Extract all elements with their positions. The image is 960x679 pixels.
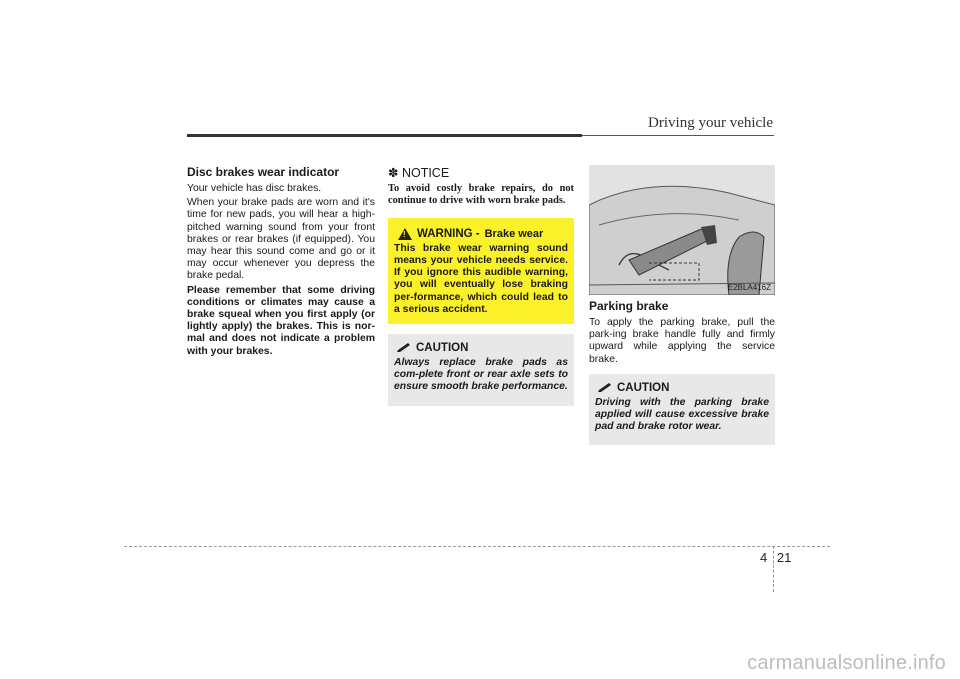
figure-code: E2BLA416Z <box>727 283 771 292</box>
parking-brake-body: To apply the parking brake, pull the park-ing brake handle fully and firmly upward while applying the service brake. <box>589 317 775 365</box>
parking-brake-illustration <box>589 165 775 295</box>
column-parking-brake <box>589 165 775 445</box>
disc-brakes-p3: Please remember that some driving conditions or climates may cause a brake squeal when you first apply (or lightly apply) the brakes. This is nor-mal and does not indicate a problem with your brakes. <box>187 284 375 357</box>
parking-brake-drawing <box>589 165 775 295</box>
caution-label: CAUTION <box>617 381 670 394</box>
page-number <box>760 550 791 565</box>
header-rule-thick <box>187 134 582 137</box>
page-number-value: 21 <box>776 550 792 565</box>
pencil-icon <box>597 383 613 393</box>
disc-brakes-p2: When your brake pads are worn and it's time for new pads, you will hear a high-pitched warning sound from your front brakes or rear brakes (if equipped). You may hear this sound come and go or it may occur whenever you depress the brake pedal. <box>187 197 375 282</box>
warning-body: This brake wear warning sound means your vehicle needs service. If you ignore this audible warning, you will eventually lose braking per-formance, which could lead to a serious accident. <box>394 242 568 315</box>
warning-triangle-icon <box>398 228 412 240</box>
disc-brakes-p1: Your vehicle has disc brakes. <box>187 183 322 194</box>
parking-brake-title: Parking brake <box>589 299 669 313</box>
notice-body: To avoid costly brake repairs, do not continue to drive with worn brake pads. <box>388 183 574 207</box>
notice-title: ✽ NOTICE <box>388 166 450 180</box>
chapter-number: 4 <box>760 550 768 565</box>
warning-heading <box>398 228 568 240</box>
caution-body: Always replace brake pads as com-plete front or rear axle sets to ensure smooth brake performance. <box>394 357 568 393</box>
warning-label: WARNING - <box>417 227 480 240</box>
footer-rule <box>124 546 830 547</box>
caution-body: Driving with the parking brake applied will cause excessive brake pad and brake rotor wear. <box>595 396 769 433</box>
disc-brakes-title: Disc brakes wear indicator <box>187 165 340 179</box>
caution-heading <box>396 342 568 354</box>
pencil-icon <box>396 343 412 353</box>
caution-box-parking-brake <box>589 374 775 446</box>
warning-label-sub: Brake wear <box>484 227 544 240</box>
caution-box-brake-pads <box>388 334 574 406</box>
watermark: carmanualsonline.info <box>747 652 946 674</box>
column-notices <box>388 165 574 406</box>
warning-box <box>388 218 574 324</box>
caution-heading <box>597 382 769 394</box>
section-title: Driving your vehicle <box>648 115 773 131</box>
caution-label: CAUTION <box>416 342 469 355</box>
column-disc-brakes <box>187 165 375 360</box>
